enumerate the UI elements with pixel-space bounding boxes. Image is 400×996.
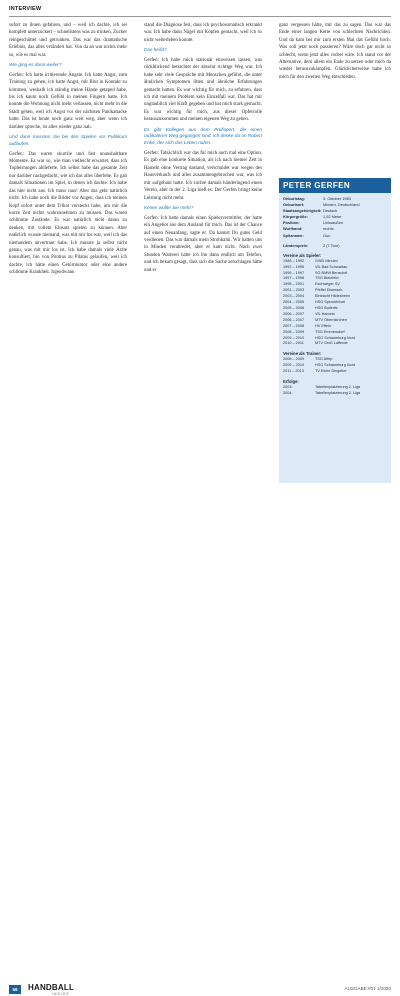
fact-value: Gun [323,232,331,238]
fact-value: 3. Oktober 1983 [323,196,351,201]
station-years: 1995 – 1997 [283,270,305,275]
station-club: SG BMW Bensdorf [315,270,348,275]
clubs-list [279,259,391,348]
header-rule [9,16,391,17]
station-club: HSG Bulleritz [315,306,338,310]
station-years: 2008 – 2009 [283,329,305,334]
profile-title: PETER GERFEN [279,178,391,193]
station-years: 2006 – 2007 [283,317,305,322]
interview-question: Keiner wollte Sie mehr? [144,204,194,210]
caps-value: 2 (7 Tore) [323,242,340,248]
station-club: Tabellenplatzierung 2. Liga [315,385,361,390]
body-paragraph: Gerfen: Ich habe mich stationär einweisen lassen, was rückblickend betrachtet der absolut richtige Weg war. Ich habe sehr viele Gespräche mit Menschen geführt, die unter ähnlichen Symptomen litten und ähnliche Erfahrungen gemacht hatten. Es war wichtig für mich, zu erfahren, dass ich mit meinem Problem kein Einzelfall war. Das hat mir unglaublich viel Kraft gegeben und hat mich stark gemacht. Es war wichtig für mich, aus dieser Opferrolle herauszukommen und meinen eigenen Weg zu gehen. [144,58,262,123]
caps-row [279,239,391,249]
fact-label: Geburtsort: [283,202,305,208]
fact-label: Staatsangehörigkeit: [283,208,322,214]
station-years: 2009 – 2010 [283,335,305,340]
magazine-logo-sub: INSIDE [52,992,70,996]
fact-label: Position: [283,220,300,226]
station-years: 2006 – 2007 [283,311,305,316]
coach-heading: Vereine als Trainer: [283,351,322,357]
fact-label: Geburtstag: [283,196,306,201]
issue-label: AUSGABE #01 1/2020 [344,986,391,991]
fact-value: 1,92 Meter [323,214,342,220]
station-club: Tabellenplatzierung 2. Liga [315,390,361,395]
station-years: 2011 – 2013 [283,369,304,374]
body-paragraph: ganz vergessen hätte, mir das zu sagen. Das war das Ende einer langen Kette von schlechten Nachrichten. Und da kam bei mir zum ersten Mal das Gefühl hoch: Was soll jetzt noch passieren? Wäre doch gar nicht so schlecht, wenn jetzt alles vorbei wäre. Ich stand vor der Alternative, dem allem ein Ende zu setzen oder mich da wieder herauszukämpfen. Glücklicherweise habe ich mich für den zweiten Weg entschieden. [279,23,391,80]
station-club: TSG Altrip [315,357,333,362]
station-years: 2007 – 2008 [283,323,305,328]
station-club: HSG Schaumburg Nord [315,335,356,340]
fact-value: Deutsch [323,208,338,214]
station-years: 1997 – 1998 [283,276,305,281]
text-column-2 [144,22,262,277]
body-paragraph: Gerfen: Ich hatte damals einen Spielervermittler, der hatte ein Angebot aus dem Ausland für mich. Das ist der Chance auf einen Neuanfang, sagte er. Da kannst Du gutes Geld verdienen. Das war damals mein Strohhalm. Wir hatten uns in Minden verabredet, aber er kam nicht. Nach zwei Stunden Warterei hatte ich ihn dann endlich am Telefon, und ich bekam gesagt, dass sich die Sache zerschlagen hätte und er [144,215,262,273]
station-club: VfL Bad Schwartau [315,264,348,269]
station-club: TSG Emmersdorf [315,329,345,334]
station-club: HSG Sprockhövel [315,300,346,305]
station-years: 2004 – 2005 [283,300,305,305]
text-column-1 [9,22,127,280]
station-years: 1992 – 1995 [283,264,305,269]
station-club: Eintracht Hildesheim [315,294,350,299]
station-club: GWD Minden [315,258,338,263]
station-years: 2008 – 2009 [283,357,305,362]
magazine-logo: HANDBALL [28,983,75,992]
coach-list [279,357,391,375]
footer [0,486,400,996]
station-club: VfL Hameln [315,311,335,316]
text-column-3 [279,22,391,84]
clubs-heading: Vereine als Spieler: [283,252,322,258]
fact-row [279,233,391,239]
station-years: 1998 – 2001 [283,282,305,287]
body-paragraph: Gerfen: Ich hatte irritierende Ängste. Ich hatte Angst, zum Training zu gehen, ich hatte Angst, mit Blut in Kontakt zu kommen, weshalb ich ständig meine Hände getaped habe, bis ich kaum noch Gefühl in meinen Fingern hatte. Ich konnte die Wohnung nicht mehr verlassen, nicht mehr in die Stadt gehen, weil ich Angst vor der nächsten Panikattacke hatte. Das ist heute noch ganz weit weg, aber wenn ich darüber spreche, ist alles wieder ganz nah. [9,72,127,130]
station-years: 2010 – 2011 [283,341,304,346]
interview-question: Und dann mussten Sie bei den Spielen vor Publikum auflaufen. [9,134,127,146]
station-club: Pfeffel Eisenach [315,288,343,293]
fact-value: rechts [323,226,334,232]
interview-question: Das heißt? [144,47,167,53]
section-label: INTERVIEW [9,6,42,12]
profile-facts [279,193,391,239]
station-club: MTV Obernkirchen [315,317,347,322]
station-years: 2004: [283,390,293,395]
fact-label: Wurfhand: [283,226,303,232]
body-paragraph: Gerfen: Tatsächlich war das für mich auch mal eine Option. Es gab eine konkrete Situation, als ich nach meiner Zeit in Hameln ohne Vertrag dastand, verschuldet war wegen des Hausverkaufs und alles zusammengebrochen war, was ich mir aufgebaut hatte. Ich suchte damals händeringend einen Verein, aber in der 2. Liga hieß es: Der Gerfen bringt keine Leistung nicht mehr. [144,151,262,201]
station-years: 2009 – 2010 [283,363,305,368]
page-number: 56 [9,985,21,994]
station-years: 2005 – 2006 [283,306,305,310]
station-years: 1986 – 1992 [283,258,305,263]
station-club: HV Effeln [315,323,331,328]
station-club: HSG Schaumburg Nord [315,363,356,368]
station-club: TV Eiche Dingelbe [315,369,347,374]
station-years: 2003 – 2004 [283,294,305,299]
body-paragraph: sofort zu ihnen gefahren, und – weil ich dachte, ich sei komplett unterzuckert – schnellstens was zu trinken, Zucker reingeschüttet und getrunken. Das war das dramatische Erlebnis, das alles verändert hat. Von da an war nichts mehr so, wie es mal war. [9,23,127,58]
fact-value: Minden, Deutschland [323,202,360,208]
station-row [279,391,391,397]
body-paragraph: stand die Diagnose fest, dass ich psychosomatisch erkrankt war. Ich habe dann Nägel mit Köpfen gemacht, weil ich so nicht weiterleben konnte. [144,23,262,43]
body-paragraph: Gerfen: Das waren skurrile und fast unaushaltbare Momente. Es war so, wie man vielleicht erwartet, dass ich Topleistungen ablieferte. Ich selbst habe das gesamte Zeit nur darüber nachgedacht, wie ich das alles überlebe. Es gab damals Situationen im Spiel, in denen ich dachte: Ich halte das hier nicht aus. Ich muss raus! Aber das geht natürlich nicht. Ich habe noch die Bilder vor Augen, dass ich meinen Kopf sofort unter dem Trikot versteckt habe, um mir die kurze Zeit nichts wahrzunehmen zu müssen. Das waren schlimme Zustände. Es war natürlich nicht daran zu denken, mit vollem Einsatz spielen zu können. Aber natürlich wusste niemand, was mit mir los war, weil ich das niemandem anvertraut habe. Ich musste ja selbst nicht genau, was mit mir los ist. Ich habe damals viele Ärzte konsultiert, bin von Pontius zu Pilatus gelaufen, weil ich dachte, ich hätte einen Gehirntumor oder eine andere schlimme Krankheit. Irgendwann [9,151,127,276]
station-years: 2001 – 2003 [283,288,305,293]
profile-box [279,178,391,483]
success-heading: Erfolge: [283,379,299,385]
interview-question: Wie ging es dann weiter? [9,62,62,68]
fact-label: Spitzname: [283,232,304,238]
success-list [279,385,391,397]
station-club: Eschweger SV [315,282,340,287]
interview-question: Es gibt Kollegen aus dem Profisport, die einen radikaleren Weg gegangen sind. Ich denke da an Robert Enke, der sich das Leben nahm. [144,126,262,146]
fact-value: Linksaußen [323,220,344,226]
caps-label: Länderspiele: [283,242,309,248]
station-club: TSG Bielefeld [315,276,339,281]
station-years: 2003: [283,385,293,390]
station-club: MTV Groß Lafferde [315,341,348,346]
fact-label: Körpergröße: [283,214,308,220]
